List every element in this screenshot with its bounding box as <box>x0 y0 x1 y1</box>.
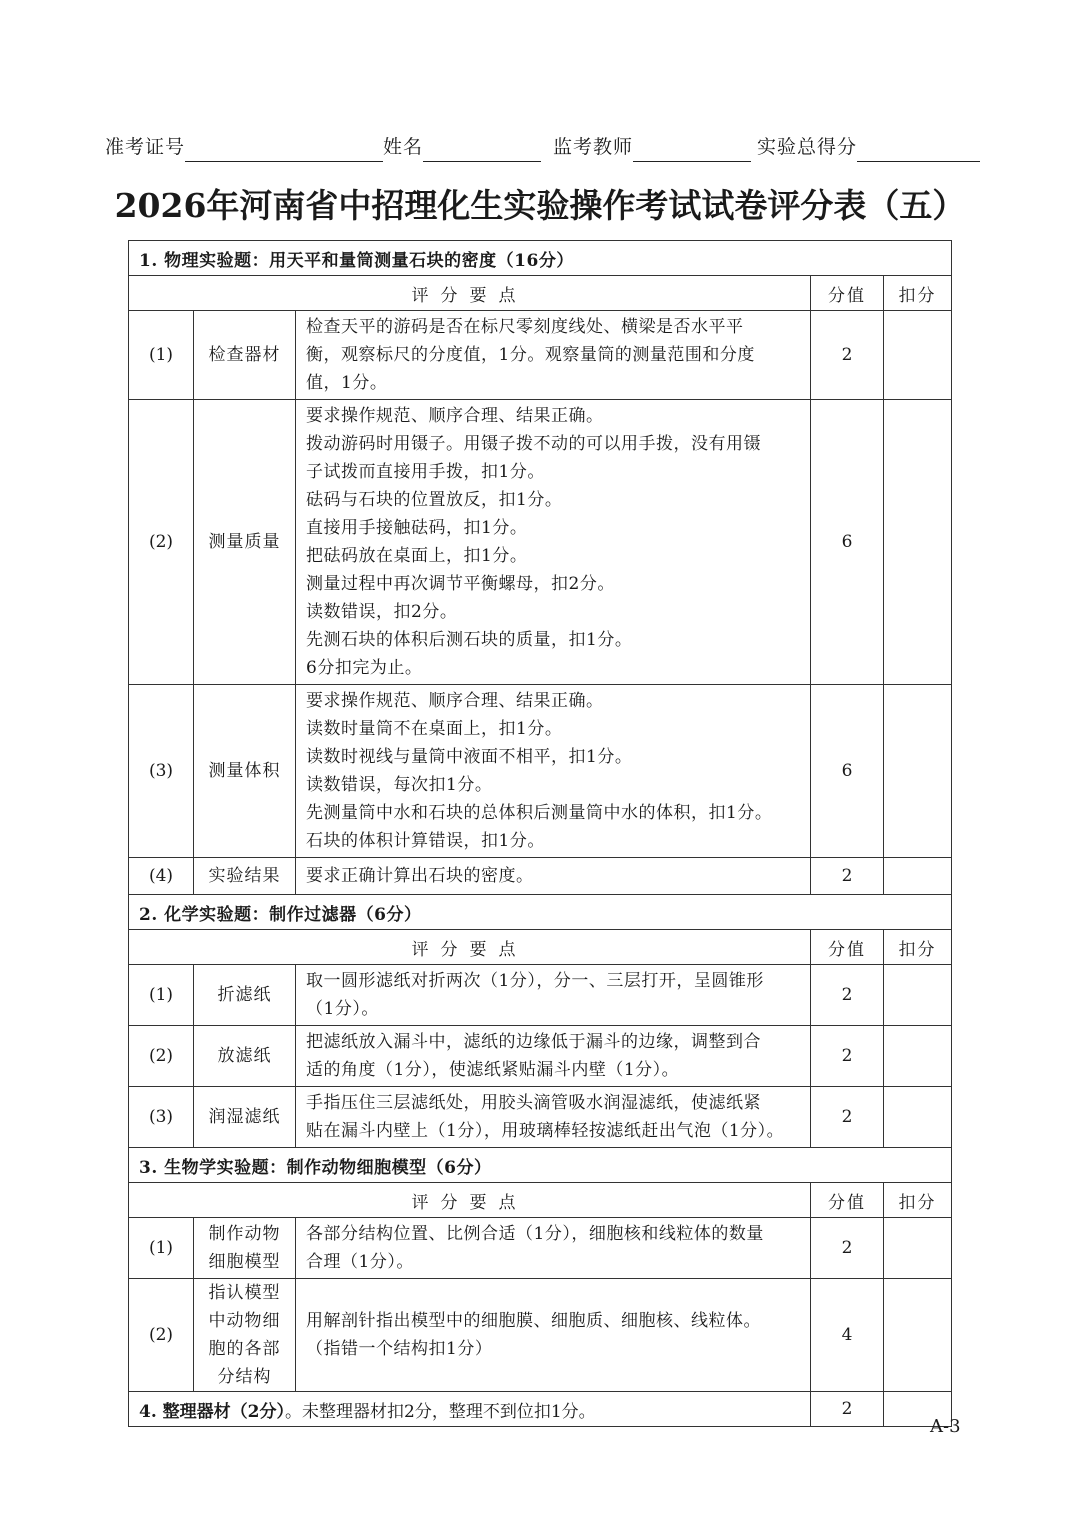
column-header-row <box>129 930 952 965</box>
deduction-cell[interactable] <box>884 858 952 895</box>
exam-number-label: 准考证号 <box>105 136 186 158</box>
score-value: 2 <box>811 1087 884 1148</box>
scoring-criteria <box>296 400 811 685</box>
proctor-label: 监考教师 <box>553 136 634 158</box>
item-name-line: 折滤纸 <box>217 985 272 1005</box>
criteria-line: 检查天平的游码是否在标尺零刻度线处、横梁是否水平平 <box>306 317 744 337</box>
criteria-line: 读数时视线与量筒中液面不相平，扣1分。 <box>306 747 633 767</box>
item-name <box>194 400 296 685</box>
scoring-criteria <box>296 311 811 400</box>
item-name-line: 实验结果 <box>208 866 281 886</box>
item-name <box>194 1279 296 1392</box>
item-name-line: 中动物细 <box>208 1311 281 1331</box>
proctor-field[interactable] <box>633 137 751 162</box>
score-value: 2 <box>811 1218 884 1279</box>
criteria-line: 砝码与石块的位置放反，扣1分。 <box>306 490 563 510</box>
table-row <box>129 858 952 895</box>
criteria-line: 用解剖针指出模型中的细胞膜、细胞质、细胞核、线粒体。 <box>306 1311 761 1331</box>
criteria-line: 各部分结构位置、比例合适（1分），细胞核和线粒体的数量 <box>306 1224 764 1244</box>
table-row <box>129 1218 952 1279</box>
item-name-line: 检查器材 <box>208 345 281 365</box>
scoring-criteria <box>296 1279 811 1392</box>
item-number: (3) <box>129 1087 194 1148</box>
deduction-cell[interactable] <box>884 685 952 858</box>
score-value: 2 <box>811 311 884 400</box>
item-name-line: 指认模型 <box>208 1283 281 1303</box>
score-value: 2 <box>811 1392 884 1427</box>
item-name-line: 润湿滤纸 <box>208 1107 281 1127</box>
table-row <box>129 965 952 1026</box>
criteria-line: 手指压住三层滤纸处，用胶头滴管吸水润湿滤纸，使滤纸紧 <box>306 1093 761 1113</box>
table-row <box>129 400 952 685</box>
scoring-criteria <box>296 1026 811 1087</box>
section-heading-row <box>129 895 952 930</box>
table-row <box>129 1279 952 1392</box>
score-value: 6 <box>811 400 884 685</box>
scoring-criteria <box>296 965 811 1026</box>
item-name-line: 制作动物 <box>208 1224 281 1244</box>
criteria-line: 读数时量筒不在桌面上，扣1分。 <box>306 719 563 739</box>
item-name-line: 胞的各部 <box>208 1339 281 1359</box>
item-name-line: 测量质量 <box>208 532 281 552</box>
final-row <box>129 1392 952 1427</box>
criteria-line: 先测量筒中水和石块的总体积后测量筒中水的体积，扣1分。 <box>306 803 773 823</box>
section-heading-row <box>129 241 952 276</box>
criteria-line: 要求操作规范、顺序合理、结果正确。 <box>306 406 604 426</box>
score-value: 2 <box>811 1026 884 1087</box>
final-item-heading: 4. 整理器材（2分） <box>139 1401 285 1422</box>
criteria-line: 合理（1分）。 <box>306 1252 414 1272</box>
item-name-line: 细胞模型 <box>208 1252 281 1272</box>
criteria-line: （指错一个结构扣1分） <box>306 1339 493 1359</box>
section-heading-row <box>129 1148 952 1183</box>
item-name-line: 放滤纸 <box>217 1046 272 1066</box>
item-number: (1) <box>129 311 194 400</box>
criteria-line: 贴在漏斗内壁上（1分），用玻璃棒轻按滤纸赶出气泡（1分）。 <box>306 1121 785 1141</box>
item-number: (4) <box>129 858 194 895</box>
criteria-line: 值，1分。 <box>306 373 388 393</box>
criteria-line: 石块的体积计算错误，扣1分。 <box>306 831 545 851</box>
deduction-cell[interactable] <box>884 965 952 1026</box>
criteria-line: 拨动游码时用镊子。用镊子拨不动的可以用手拨，没有用镊 <box>306 434 761 454</box>
final-item <box>129 1392 811 1427</box>
criteria-line: 直接用手接触砝码，扣1分。 <box>306 518 528 538</box>
item-number: (1) <box>129 965 194 1026</box>
exam-number-field[interactable] <box>185 137 383 162</box>
criteria-line: 取一圆形滤纸对折两次（1分），分一、三层打开，呈圆锥形 <box>306 971 764 991</box>
score-column-header: 分值 <box>811 930 884 965</box>
column-header-row <box>129 1183 952 1218</box>
column-header-row <box>129 276 952 311</box>
page-number: A-3 <box>930 1416 961 1437</box>
deduction-cell[interactable] <box>884 311 952 400</box>
deduct-column-header: 扣分 <box>884 1183 952 1218</box>
section-heading: 1. 物理实验题：用天平和量筒测量石块的密度（16分） <box>129 241 952 276</box>
score-value: 6 <box>811 685 884 858</box>
deduct-column-header: 扣分 <box>884 276 952 311</box>
item-number: (2) <box>129 1026 194 1087</box>
item-name <box>194 1218 296 1279</box>
item-number: (2) <box>129 1279 194 1392</box>
criteria-line: 适的角度（1分），使滤纸紧贴漏斗内壁（1分）。 <box>306 1060 680 1080</box>
score-value: 4 <box>811 1279 884 1392</box>
scoring-criteria <box>296 1087 811 1148</box>
deduction-cell[interactable] <box>884 1087 952 1148</box>
criteria-line: （1分）。 <box>306 999 379 1019</box>
item-name-line: 分结构 <box>217 1367 272 1387</box>
criteria-line: 先测石块的体积后测石块的质量，扣1分。 <box>306 630 633 650</box>
criteria-line: 要求操作规范、顺序合理、结果正确。 <box>306 691 604 711</box>
item-name <box>194 685 296 858</box>
table-row <box>129 685 952 858</box>
criteria-line: 6分扣完为止。 <box>306 658 423 678</box>
item-name <box>194 965 296 1026</box>
score-value: 2 <box>811 965 884 1026</box>
score-column-header: 分值 <box>811 1183 884 1218</box>
deduction-cell[interactable] <box>884 400 952 685</box>
name-field[interactable] <box>423 137 541 162</box>
score-value: 2 <box>811 858 884 895</box>
criteria-line: 把砝码放在桌面上，扣1分。 <box>306 546 528 566</box>
points-column-header: 评分要点 <box>129 1183 811 1218</box>
scoring-criteria <box>296 685 811 858</box>
item-number: (3) <box>129 685 194 858</box>
item-number: (2) <box>129 400 194 685</box>
scoring-table <box>128 240 952 1427</box>
deduction-cell[interactable] <box>884 1026 952 1087</box>
section-heading: 3. 生物学实验题：制作动物细胞模型（6分） <box>129 1148 952 1183</box>
page-title: 2026年河南省中招理化生实验操作考试试卷评分表（五） <box>114 186 966 225</box>
score-column-header: 分值 <box>811 276 884 311</box>
criteria-line: 衡，观察标尺的分度值，1分。观察量筒的测量范围和分度 <box>306 345 755 365</box>
deduct-column-header: 扣分 <box>884 930 952 965</box>
item-number: (1) <box>129 1218 194 1279</box>
final-item-rule: 。未整理器材扣2分，整理不到位扣1分。 <box>285 1401 596 1422</box>
name-label: 姓名 <box>383 136 424 158</box>
item-name <box>194 1087 296 1148</box>
table-row <box>129 1026 952 1087</box>
criteria-line: 测量过程中再次调节平衡螺母，扣2分。 <box>306 574 615 594</box>
scoring-criteria <box>296 1218 811 1279</box>
criteria-line: 把滤纸放入漏斗中，滤纸的边缘低于漏斗的边缘，调整到合 <box>306 1032 761 1052</box>
deduction-cell[interactable] <box>884 1218 952 1279</box>
criteria-line: 子试拨而直接用手拨，扣1分。 <box>306 462 545 482</box>
criteria-line: 读数错误，扣2分。 <box>306 602 458 622</box>
section-heading: 2. 化学实验题：制作过滤器（6分） <box>129 895 952 930</box>
total-score-field[interactable] <box>857 137 980 162</box>
item-name <box>194 858 296 895</box>
points-column-header: 评分要点 <box>129 930 811 965</box>
item-name <box>194 1026 296 1087</box>
scoring-criteria <box>296 858 811 895</box>
total-score-label: 实验总得分 <box>757 136 858 158</box>
table-row <box>129 1087 952 1148</box>
item-name-line: 测量体积 <box>208 761 281 781</box>
criteria-line: 要求正确计算出石块的密度。 <box>306 866 534 886</box>
criteria-line: 读数错误，每次扣1分。 <box>306 775 493 795</box>
table-row <box>129 311 952 400</box>
item-name <box>194 311 296 400</box>
candidate-info-line <box>105 130 980 162</box>
deduction-cell[interactable] <box>884 1279 952 1392</box>
points-column-header: 评分要点 <box>129 276 811 311</box>
